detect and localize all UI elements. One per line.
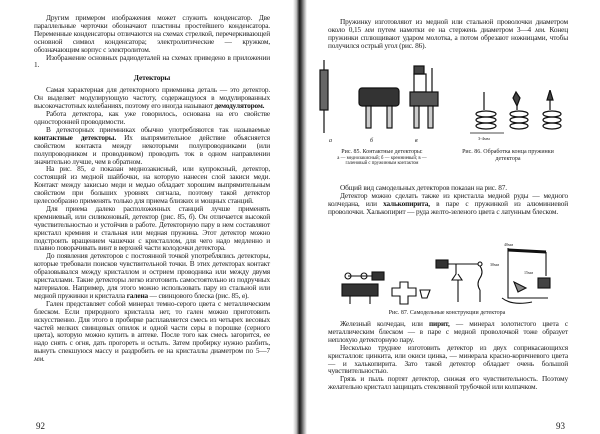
text-run: Для приема далеко расположенных станций лучше применять кремниевый, или силиконовый, детектор (рис. 85, [34,203,270,221]
bold-term: пирит, [428,319,450,328]
paragraph [328,375,568,391]
page-number: 92 [36,421,45,431]
paragraph [34,300,270,363]
text-run: а [91,164,95,174]
bold-term: халькопирита, [383,198,430,208]
text-run: На рис. 85, [46,164,92,174]
detectors-section [34,86,270,363]
section-heading: Детекторы [133,73,171,83]
paragraph [34,205,270,252]
paragraph [34,54,270,70]
bold-term: контактные детекторы. [34,132,117,142]
bottom-paragraphs [328,320,568,391]
text-run: мм. [534,24,546,34]
paragraph [34,252,270,299]
paragraph [34,126,270,166]
text-run: Конец пружинки сплющивают ударом молотка, а потом обрезают ножницами, чтобы получился острый угол (рис. 86). [328,24,569,50]
middle-paragraphs [328,184,568,216]
page-number: 93 [556,421,565,431]
text-run: путем намотки ее на стержень диаметром 3—4 [373,24,535,34]
text-run: ). [244,290,249,300]
text-run: Самая характерная для детекторного приемника деталь — это детектор. Он выделяет модулирующую частоту, содержащуюся в модулированных высокочастотных колебаниях, поэтому его иногда называют [34,85,270,111]
text-run: В детекторных приемниках обычно употребляются так называемые [46,124,270,134]
figure-86-spring-tips [470,90,570,136]
text-run: Железный колчедан, или [340,319,429,328]
figure-85-detectors [314,58,444,136]
text-run: Грязь и пыль портят детектор, снижая его чувствительность. Поэтому желательно кристалл защищать стеклянной трубочкой или колпачком. [328,374,568,392]
text-run: б [188,211,193,221]
paragraph [328,344,568,376]
text-run: Другим примером изображения может служить конденсатор. Две параллельные черточки обозначают пластины простейшего конденсатора. Переменные конденсаторы отличаются на схемах стрелкой, перечеркивающей основной символ конденсатора; электролитические — кружком, обозначающим корпус с электролитом. [34,13,270,54]
bold-term: галена [126,290,148,300]
fig85-caption-legend: а — меднозакисный; б — кремниевый; в — галеновый с пружинным контактом [337,155,427,166]
text-run: Изображение основных радиодеталей на схемах приведено в приложении 1. [34,52,270,70]
text-run: Пружинку изготовляют из медной или стальной проволочки диаметром около 0,15 [328,17,568,34]
text-run: Несколько труднее изготовить детектор из двух соприкасающихся кристаллов: цинкита, или окиси цинка, — минерала красно-коричневого цвета — и халькопирита. Зато такой детектор обладает очень большой чувствительностью. [328,342,568,376]
text-run: Общий вид самодельных детекторов показан на рис. 87. [340,183,507,192]
text-run: Детектор можно сделать также из кристалла медной руды — медного колчедана, или [328,190,568,208]
paragraph [34,86,270,110]
bold-term: демодулятором. [214,101,265,111]
text-run: показан меднозакисный, или купроксный, детектор, состоящий из медной шайбочки, на которую нанесен слой закиси меди. Контакт между закисью меди и медью обладает хорошим выпрямительным свойством при больших уровнях сигнала, поэтому такой детектор целесообразно применять только для приема близких и мощных станций. [34,164,270,206]
paragraph [34,165,270,205]
text-run: — минерал золотистого цвета с металлическим блеском — в паре с медной проволочкой тоже образует неплохую детекторную пару. [328,319,568,344]
fig85-label-v: в [415,138,418,144]
paragraph [328,18,568,50]
text-run: Их выпрямительное действие объясняется свойством контакта между некоторыми полупроводниками (или полупроводником и проводником) проводить ток в одном направлении значительно лучше, чем в обратном. [34,132,271,166]
text-run: ). Он отличается высокой чувствительностью и устойчив в работе. Детекторную пару в нем составляют кристалл кремния и стальная или медная пружина. Этот детектор можно подстроить вращением чашечки с кристаллом, для чего надо медленно и плавно поворачивать винт в верхней части колодочки детектора. [34,211,270,253]
fig87-caption: Рис. 87. Самодельные конструкции детектора [388,310,506,316]
text-run: До появления детекторов с постоянной точкой употреблялись детекторы, которые требовали поисков чувствительной точки. В этих детекторах контакт образовывался между кристаллом и острием проводника или между двумя кристаллами. Такие детекторы легко изготовить самостоятельно из подручных материалов. Например, для этого можно использовать пару из стальной или медной пружинки и кристалла [34,251,270,300]
text-run: Работа детектора, как уже говорилось, основана на его свойстве односторонней проводимости. [34,109,270,126]
top-paragraph [328,18,568,50]
text-run: в [241,290,245,300]
fig86-dimension: 3-4мм [478,136,490,141]
fig85-label-a: а [329,138,332,144]
fig87-dimension-3: 15мм [524,270,534,275]
text-run: — свинцового блеска (рис. 85, [148,290,242,300]
text-run: мм [364,24,374,34]
fig87-dimension-2: 30мм [490,262,500,267]
left-page [0,0,298,434]
text-run: Гален представляет собой минерал темно-серого цвета с металлическим блеском. Если природного кристалла нет, то гален можно приготовить искусственно. Для этого в пробирке расплавляется смесь из четырех весовых частей мелких свинцовых опилок и одной части серы в порошке (серного цвета), которую можно купить в аптеке. После того как смесь загорится, ее надо снять с огня, дать прогореть и остыть. Затем пробирку нужно разбить, вынуть спекшуюся массу и раздробить ее на кристаллы диаметром по 5—7 [34,298,270,356]
paragraph [34,14,270,54]
text-run: в паре с пружинкой из алюминиевой проволочки. Халькопирит — руда желто-зеленого цвета с латунным блеском. [328,198,568,216]
fig86-caption: Рис. 86. Обработка конца пружинки детектора [462,149,554,162]
left-text-column [34,14,270,363]
paragraph [34,110,270,126]
fig87-dimension-1: 40мм [504,242,514,247]
right-page [302,0,600,434]
fig85-caption [328,149,436,166]
paragraph [328,320,568,344]
intro-section [34,14,270,69]
fig85-label-b: б [370,138,374,144]
text-run: мм. [34,354,45,364]
fig85-caption-title: Рис. 85. Контактные детекторы: [341,149,423,155]
paragraph [328,192,568,216]
